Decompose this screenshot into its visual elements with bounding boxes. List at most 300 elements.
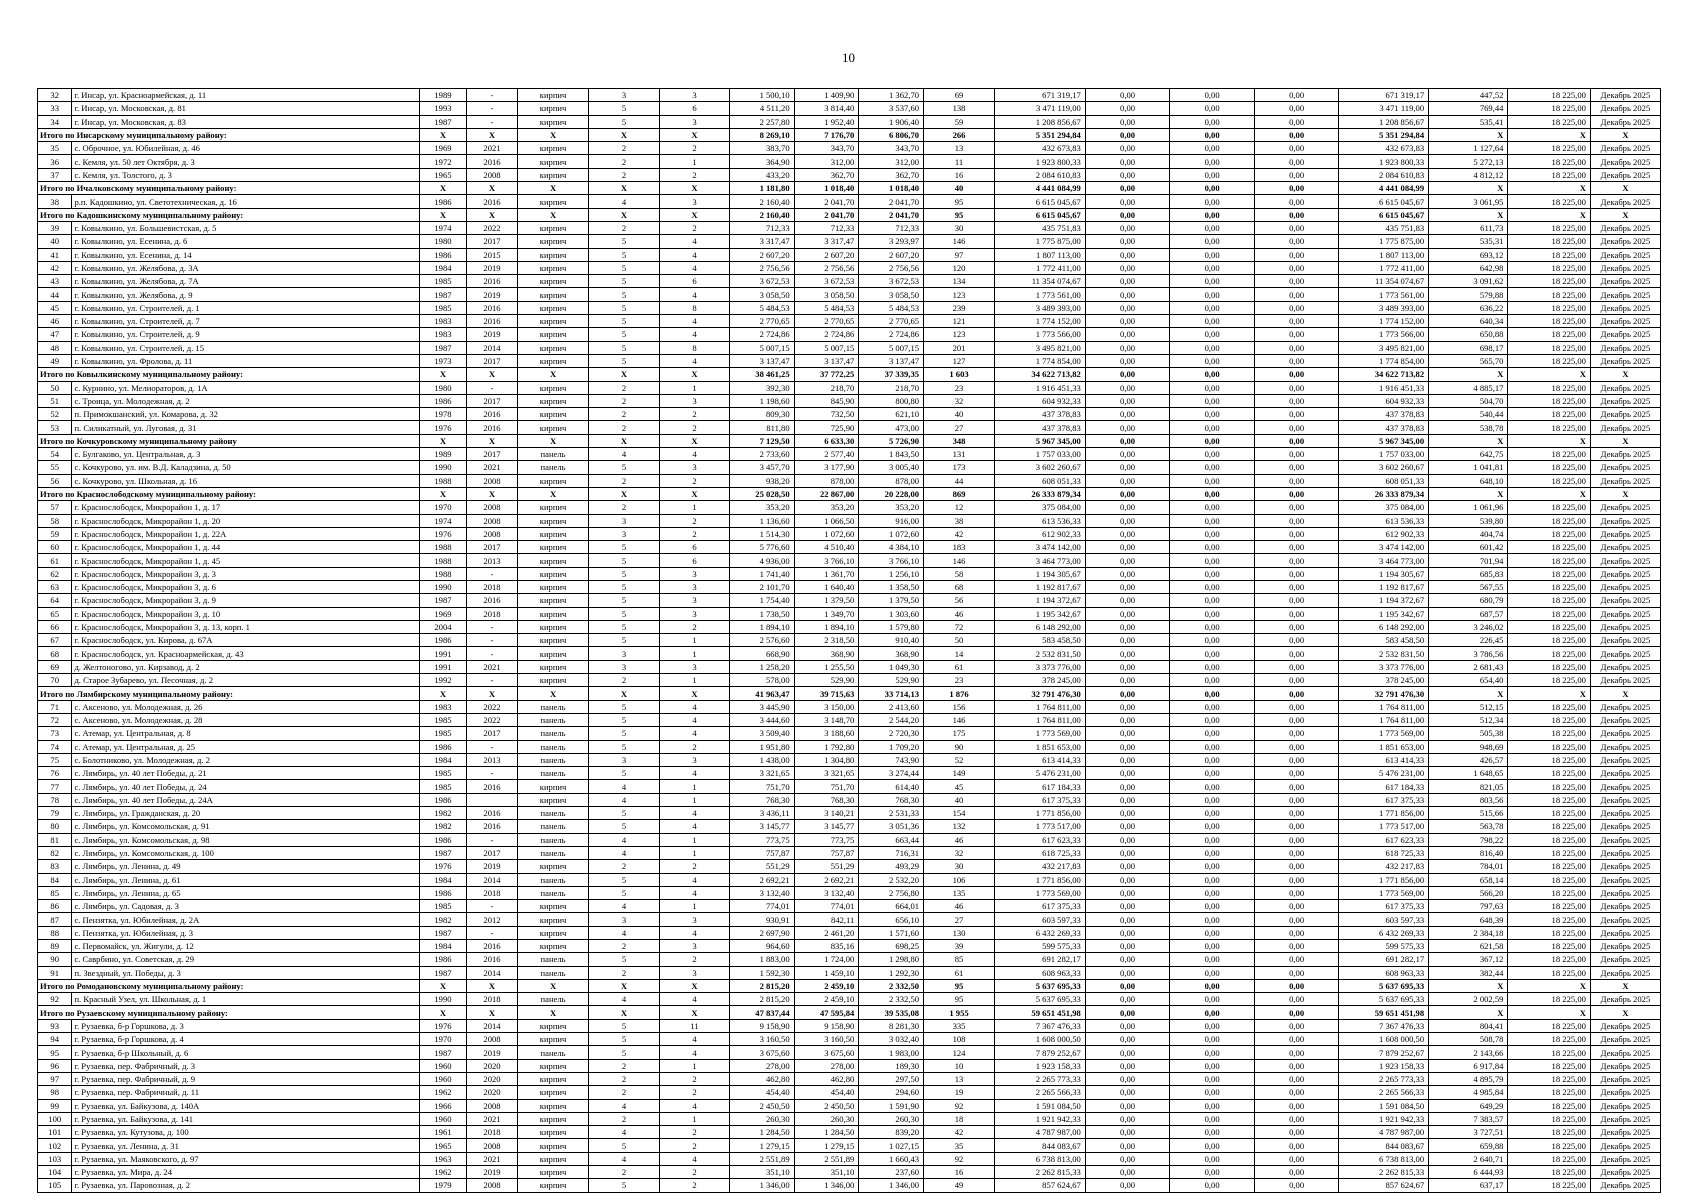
owner-funds-cell: 2 532 831,50 [1339, 647, 1429, 660]
regional-funds-cell: 0,00 [1170, 541, 1255, 554]
year-repair-cell: 2016 [466, 780, 517, 793]
cost-limit-cell: 18 225,00 [1508, 807, 1590, 820]
unit-cost-cell: 658,14 [1429, 873, 1508, 886]
unit-cost-cell: X [1429, 979, 1508, 992]
residential-area-cell: 2 724,86 [859, 328, 924, 341]
residents-cell: 61 [924, 660, 995, 673]
cost-limit-cell: 18 225,00 [1508, 780, 1590, 793]
address-cell: г. Краснослободск, Микрорайон 3, д. 13, корп. 1 [72, 620, 420, 633]
living-area-cell: 1 255,50 [794, 660, 859, 673]
regional-funds-cell: 0,00 [1170, 275, 1255, 288]
wall-material-cell: кирпич [518, 1059, 589, 1072]
deadline-cell: Декабрь 2025 [1590, 275, 1660, 288]
residents-cell: 46 [924, 607, 995, 620]
row-number-cell: 79 [38, 807, 72, 820]
year-repair-cell: - [466, 620, 517, 633]
wall-material-cell: кирпич [518, 647, 589, 660]
living-area-cell: 3 675,60 [794, 1046, 859, 1059]
year-repair-cell: 2016 [466, 940, 517, 953]
address-cell: с. Лямбирь, ул. 40 лет Победы, д. 21 [72, 767, 420, 780]
table-row [38, 873, 1661, 886]
year-repair-cell: 2021 [466, 142, 517, 155]
total-cost-cell: 1 764 811,00 [995, 700, 1086, 713]
floors-cell: 5 [589, 620, 660, 633]
cost-limit-cell: 18 225,00 [1508, 315, 1590, 328]
row-number-cell: 33 [38, 102, 72, 115]
total-cost-cell: 1 851 653,00 [995, 740, 1086, 753]
residents-cell: 348 [924, 434, 995, 447]
living-area-cell: 774,01 [794, 900, 859, 913]
federal-funds-cell: 0,00 [1085, 461, 1170, 474]
federal-funds-cell: 0,00 [1085, 1019, 1170, 1032]
total-cost-cell: 59 651 451,98 [995, 1006, 1086, 1019]
year-built-cell: 1984 [419, 873, 466, 886]
cost-limit-cell: 18 225,00 [1508, 900, 1590, 913]
wall-material-cell: кирпич [518, 607, 589, 620]
owner-funds-cell: 613 536,33 [1339, 514, 1429, 527]
owner-funds-cell: 1 773 569,00 [1339, 727, 1429, 740]
federal-funds-cell: 0,00 [1085, 1059, 1170, 1072]
cost-limit-cell: 18 225,00 [1508, 860, 1590, 873]
residential-area-cell: 1 018,40 [859, 182, 924, 195]
federal-funds-cell: 0,00 [1085, 89, 1170, 102]
wall-material-cell: кирпич [518, 155, 589, 168]
municipal-funds-cell: 0,00 [1254, 115, 1339, 128]
municipal-funds-cell: 0,00 [1254, 820, 1339, 833]
owner-funds-cell: 5 476 231,00 [1339, 767, 1429, 780]
deadline-cell: Декабрь 2025 [1590, 567, 1660, 580]
entrances-cell: 2 [660, 740, 730, 753]
cost-limit-cell: 18 225,00 [1508, 328, 1590, 341]
owner-funds-cell: 1 591 084,50 [1339, 1099, 1429, 1112]
municipal-funds-cell: 0,00 [1254, 953, 1339, 966]
total-area-cell: 5 776,60 [729, 541, 794, 554]
entrances-cell: 1 [660, 647, 730, 660]
total-cost-cell: 432 217,83 [995, 860, 1086, 873]
floors-cell: 2 [589, 1086, 660, 1099]
year-repair-cell: 2008 [466, 1033, 517, 1046]
owner-funds-cell: 6 615 045,67 [1339, 195, 1429, 208]
residents-cell: 156 [924, 700, 995, 713]
year-repair-cell: 2016 [466, 408, 517, 421]
residents-cell: 183 [924, 541, 995, 554]
row-number-cell: 36 [38, 155, 72, 168]
entrances-cell: 1 [660, 846, 730, 859]
row-number-cell: 105 [38, 1179, 72, 1192]
year-repair-cell: 2016 [466, 275, 517, 288]
living-area-cell: 218,70 [794, 381, 859, 394]
municipal-funds-cell: 0,00 [1254, 168, 1339, 181]
deadline-cell: Декабрь 2025 [1590, 168, 1660, 181]
residents-cell: 49 [924, 1179, 995, 1192]
residential-area-cell: 3 672,53 [859, 275, 924, 288]
floors-cell: 2 [589, 860, 660, 873]
deadline-cell: Декабрь 2025 [1590, 793, 1660, 806]
table-row [38, 1139, 1661, 1152]
total-area-cell: 757,87 [729, 846, 794, 859]
cost-limit-cell: 18 225,00 [1508, 1179, 1590, 1192]
address-cell: п. Звездный, ул. Победы, д. 3 [72, 966, 420, 979]
municipal-funds-cell: 0,00 [1254, 354, 1339, 367]
unit-cost-cell: 803,56 [1429, 793, 1508, 806]
municipal-funds-cell: 0,00 [1254, 448, 1339, 461]
entrances-cell: 8 [660, 301, 730, 314]
federal-funds-cell: 0,00 [1085, 820, 1170, 833]
federal-funds-cell: 0,00 [1085, 580, 1170, 593]
living-area-cell: 2 724,86 [794, 328, 859, 341]
unit-cost-cell: 648,39 [1429, 913, 1508, 926]
total-area-cell: 2 692,21 [729, 873, 794, 886]
total-area-cell: 3 317,47 [729, 235, 794, 248]
address-cell: г. Рузаевка, б-р Школьный, д. 6 [72, 1046, 420, 1059]
cost-limit-cell: 18 225,00 [1508, 833, 1590, 846]
entrances-cell: 4 [660, 235, 730, 248]
total-area-cell: 773,75 [729, 833, 794, 846]
total-cost-cell: 1 775 875,00 [995, 235, 1086, 248]
regional-funds-cell: 0,00 [1170, 647, 1255, 660]
total-area-cell: 1 883,00 [729, 953, 794, 966]
living-area-cell: 1 304,80 [794, 753, 859, 766]
residents-cell: 95 [924, 195, 995, 208]
living-area-cell: 551,29 [794, 860, 859, 873]
unit-cost-cell: 648,10 [1429, 474, 1508, 487]
row-number-cell: 94 [38, 1033, 72, 1046]
residential-area-cell: 8 281,30 [859, 1019, 924, 1032]
floors-cell: 5 [589, 873, 660, 886]
unit-cost-cell: 3 727,51 [1429, 1126, 1508, 1139]
municipal-funds-cell: 0,00 [1254, 634, 1339, 647]
residential-area-cell: 1 579,80 [859, 620, 924, 633]
deadline-cell: Декабрь 2025 [1590, 966, 1660, 979]
entrances-cell: 3 [660, 607, 730, 620]
municipal-funds-cell: 0,00 [1254, 288, 1339, 301]
municipal-funds-cell: 0,00 [1254, 793, 1339, 806]
table-row [38, 820, 1661, 833]
deadline-cell: Декабрь 2025 [1590, 767, 1660, 780]
regional-funds-cell: 0,00 [1170, 434, 1255, 447]
federal-funds-cell: 0,00 [1085, 860, 1170, 873]
row-number-cell: 55 [38, 461, 72, 474]
regional-funds-cell: 0,00 [1170, 979, 1255, 992]
owner-funds-cell: 375 084,00 [1339, 501, 1429, 514]
wall-material-cell: панель [518, 833, 589, 846]
municipal-funds-cell: 0,00 [1254, 567, 1339, 580]
floors-cell: 5 [589, 341, 660, 354]
residential-area-cell: 218,70 [859, 381, 924, 394]
year-built-cell: 1980 [419, 235, 466, 248]
federal-funds-cell: 0,00 [1085, 727, 1170, 740]
unit-cost-cell: 6 917,84 [1429, 1059, 1508, 1072]
total-area-cell: 3 137,47 [729, 354, 794, 367]
unit-cost-cell: 404,74 [1429, 527, 1508, 540]
floors-cell: 2 [589, 221, 660, 234]
year-built-cell: 1988 [419, 541, 466, 554]
living-area-cell: 2 607,20 [794, 248, 859, 261]
municipal-funds-cell: 0,00 [1254, 713, 1339, 726]
row-number-cell: 63 [38, 580, 72, 593]
entrances-cell: 4 [660, 315, 730, 328]
regional-funds-cell: 0,00 [1170, 474, 1255, 487]
owner-funds-cell: 5 351 294,84 [1339, 128, 1429, 141]
total-cost-cell: 6 738 813,00 [995, 1152, 1086, 1165]
total-area-cell: 1 284,50 [729, 1126, 794, 1139]
cost-limit-cell: 18 225,00 [1508, 993, 1590, 1006]
floors-cell: 5 [589, 727, 660, 740]
address-cell: г. Ковылкино, ул. Желябова, д. 9 [72, 288, 420, 301]
owner-funds-cell: 432 673,83 [1339, 142, 1429, 155]
total-area-cell: 2 450,50 [729, 1099, 794, 1112]
row-number-cell: 75 [38, 753, 72, 766]
owner-funds-cell: 617 375,33 [1339, 900, 1429, 913]
living-area-cell: 2 770,65 [794, 315, 859, 328]
total-area-cell: 774,01 [729, 900, 794, 913]
year-built-cell: 1976 [419, 1019, 466, 1032]
year-repair-cell: 2017 [466, 541, 517, 554]
entrances-cell: X [660, 128, 730, 141]
owner-funds-cell: 3 489 393,00 [1339, 301, 1429, 314]
regional-funds-cell: 0,00 [1170, 873, 1255, 886]
total-area-cell: 1 514,30 [729, 527, 794, 540]
wall-material-cell: кирпич [518, 940, 589, 953]
year-built-cell: 1965 [419, 1139, 466, 1152]
total-area-cell: 1 198,60 [729, 394, 794, 407]
federal-funds-cell: 0,00 [1085, 421, 1170, 434]
owner-funds-cell: 32 791 476,30 [1339, 687, 1429, 700]
unit-cost-cell: 804,41 [1429, 1019, 1508, 1032]
deadline-cell: Декабрь 2025 [1590, 89, 1660, 102]
deadline-cell: Декабрь 2025 [1590, 607, 1660, 620]
table-row [38, 248, 1661, 261]
year-built-cell: 1987 [419, 594, 466, 607]
floors-cell: 2 [589, 1072, 660, 1085]
total-area-cell: 2 607,20 [729, 248, 794, 261]
owner-funds-cell: 1 192 817,67 [1339, 580, 1429, 593]
cost-limit-cell: 18 225,00 [1508, 647, 1590, 660]
address-cell: г. Рузаевка, б-р Горшкова, д. 3 [72, 1019, 420, 1032]
district-total-label: Итого по Ромодановскому муниципальному району: [38, 979, 420, 992]
municipal-funds-cell: 0,00 [1254, 514, 1339, 527]
federal-funds-cell: 0,00 [1085, 846, 1170, 859]
unit-cost-cell: 512,15 [1429, 700, 1508, 713]
address-cell: г. Рузаевка, ул. Байкузова, д. 140А [72, 1099, 420, 1112]
wall-material-cell: панель [518, 753, 589, 766]
living-area-cell: 1 279,15 [794, 1139, 859, 1152]
year-built-cell: 1961 [419, 1126, 466, 1139]
total-area-cell: 1 894,10 [729, 620, 794, 633]
total-area-cell: 260,30 [729, 1112, 794, 1125]
living-area-cell: 1 072,60 [794, 527, 859, 540]
living-area-cell: 3 672,53 [794, 275, 859, 288]
federal-funds-cell: 0,00 [1085, 248, 1170, 261]
regional-funds-cell: 0,00 [1170, 1166, 1255, 1179]
entrances-cell: 4 [660, 448, 730, 461]
cost-limit-cell: 18 225,00 [1508, 620, 1590, 633]
floors-cell: X [589, 687, 660, 700]
deadline-cell: Декабрь 2025 [1590, 514, 1660, 527]
cost-limit-cell: 18 225,00 [1508, 408, 1590, 421]
year-built-cell: 1986 [419, 953, 466, 966]
year-built-cell: 1991 [419, 647, 466, 660]
residential-area-cell: 2 607,20 [859, 248, 924, 261]
entrances-cell: 3 [660, 567, 730, 580]
wall-material-cell: кирпич [518, 1166, 589, 1179]
unit-cost-cell: 687,57 [1429, 607, 1508, 620]
residents-cell: 52 [924, 753, 995, 766]
table-row [38, 195, 1661, 208]
owner-funds-cell: 4 441 084,99 [1339, 182, 1429, 195]
address-cell: с. Кочкурово, ул. им. В.Д. Каладзина, д. 50 [72, 461, 420, 474]
total-cost-cell: 437 378,83 [995, 421, 1086, 434]
total-area-cell: 1 500,10 [729, 89, 794, 102]
cost-limit-cell: 18 225,00 [1508, 1099, 1590, 1112]
row-number-cell: 81 [38, 833, 72, 846]
living-area-cell: 773,75 [794, 833, 859, 846]
address-cell: г. Краснослободск, Микрорайон 3, д. 9 [72, 594, 420, 607]
deadline-cell: Декабрь 2025 [1590, 142, 1660, 155]
residential-area-cell: 2 041,70 [859, 208, 924, 221]
unit-cost-cell: 1 648,65 [1429, 767, 1508, 780]
floors-cell: 2 [589, 142, 660, 155]
owner-funds-cell: 4 787 987,00 [1339, 1126, 1429, 1139]
wall-material-cell: кирпич [518, 275, 589, 288]
municipal-funds-cell: 0,00 [1254, 221, 1339, 234]
cost-limit-cell: X [1508, 368, 1590, 381]
total-area-cell: 2 551,89 [729, 1152, 794, 1165]
row-number-cell: 40 [38, 235, 72, 248]
table-row [38, 860, 1661, 873]
total-area-cell: 4 936,00 [729, 554, 794, 567]
regional-funds-cell: 0,00 [1170, 620, 1255, 633]
table-row [38, 953, 1661, 966]
residential-area-cell: 663,44 [859, 833, 924, 846]
address-cell: г. Ковылкино, ул. Есенина, д. 14 [72, 248, 420, 261]
entrances-cell: 4 [660, 873, 730, 886]
municipal-funds-cell: 0,00 [1254, 328, 1339, 341]
deadline-cell: Декабрь 2025 [1590, 820, 1660, 833]
residents-cell: 59 [924, 115, 995, 128]
total-area-cell: 578,00 [729, 674, 794, 687]
federal-funds-cell: 0,00 [1085, 1179, 1170, 1192]
municipal-funds-cell: 0,00 [1254, 767, 1339, 780]
table-row [38, 1086, 1661, 1099]
owner-funds-cell: 612 902,33 [1339, 527, 1429, 540]
owner-funds-cell: 1 194 305,67 [1339, 567, 1429, 580]
year-repair-cell: 2014 [466, 341, 517, 354]
cost-limit-cell: 18 225,00 [1508, 1019, 1590, 1032]
year-built-cell: 1976 [419, 421, 466, 434]
deadline-cell: Декабрь 2025 [1590, 833, 1660, 846]
federal-funds-cell: 0,00 [1085, 993, 1170, 1006]
unit-cost-cell: X [1429, 182, 1508, 195]
federal-funds-cell: 0,00 [1085, 368, 1170, 381]
deadline-cell: Декабрь 2025 [1590, 195, 1660, 208]
row-number-cell: 68 [38, 647, 72, 660]
row-number-cell: 96 [38, 1059, 72, 1072]
entrances-cell: 4 [660, 820, 730, 833]
municipal-funds-cell: 0,00 [1254, 873, 1339, 886]
municipal-funds-cell: 0,00 [1254, 1179, 1339, 1192]
residents-cell: 46 [924, 900, 995, 913]
residents-cell: 138 [924, 102, 995, 115]
owner-funds-cell: 3 602 260,67 [1339, 461, 1429, 474]
federal-funds-cell: 0,00 [1085, 886, 1170, 899]
row-number-cell: 82 [38, 846, 72, 859]
deadline-cell: X [1590, 979, 1660, 992]
regional-funds-cell: 0,00 [1170, 448, 1255, 461]
row-number-cell: 50 [38, 381, 72, 394]
total-area-cell: 41 963,47 [729, 687, 794, 700]
living-area-cell: 1 640,40 [794, 580, 859, 593]
total-area-cell: 930,91 [729, 913, 794, 926]
floors-cell: 5 [589, 248, 660, 261]
year-repair-cell: - [466, 926, 517, 939]
floors-cell: 4 [589, 1152, 660, 1165]
municipal-funds-cell: 0,00 [1254, 128, 1339, 141]
regional-funds-cell: 0,00 [1170, 767, 1255, 780]
year-built-cell: 1966 [419, 1099, 466, 1112]
wall-material-cell: панель [518, 820, 589, 833]
table-row [38, 900, 1661, 913]
entrances-cell: 2 [660, 1166, 730, 1179]
living-area-cell: 47 595,84 [794, 1006, 859, 1019]
deadline-cell: Декабрь 2025 [1590, 993, 1660, 1006]
municipal-funds-cell: 0,00 [1254, 940, 1339, 953]
table-row [38, 275, 1661, 288]
deadline-cell: Декабрь 2025 [1590, 740, 1660, 753]
year-built-cell: 1985 [419, 780, 466, 793]
total-area-cell: 364,90 [729, 155, 794, 168]
residential-area-cell: 3 766,10 [859, 554, 924, 567]
living-area-cell: 878,00 [794, 474, 859, 487]
year-repair-cell: - [466, 102, 517, 115]
unit-cost-cell: 505,38 [1429, 727, 1508, 740]
living-area-cell: 1 379,50 [794, 594, 859, 607]
row-number-cell: 80 [38, 820, 72, 833]
regional-funds-cell: 0,00 [1170, 301, 1255, 314]
cost-limit-cell: 18 225,00 [1508, 846, 1590, 859]
year-repair-cell: 2015 [466, 248, 517, 261]
residential-area-cell: 20 228,00 [859, 487, 924, 500]
municipal-funds-cell: 0,00 [1254, 1059, 1339, 1072]
cost-limit-cell: 18 225,00 [1508, 1072, 1590, 1085]
entrances-cell: 3 [660, 940, 730, 953]
unit-cost-cell: X [1429, 368, 1508, 381]
unit-cost-cell: 367,12 [1429, 953, 1508, 966]
wall-material-cell: кирпич [518, 541, 589, 554]
owner-funds-cell: 583 458,50 [1339, 634, 1429, 647]
residential-area-cell: 2 041,70 [859, 195, 924, 208]
residents-cell: 146 [924, 554, 995, 567]
year-repair-cell: 2008 [466, 474, 517, 487]
total-area-cell: 2 101,70 [729, 580, 794, 593]
deadline-cell: Декабрь 2025 [1590, 860, 1660, 873]
residents-cell: 18 [924, 1112, 995, 1125]
entrances-cell: 4 [660, 1046, 730, 1059]
cost-limit-cell: 18 225,00 [1508, 940, 1590, 953]
address-cell: г. Ковылкино, ул. Желябова, д. 7А [72, 275, 420, 288]
residents-cell: 92 [924, 1099, 995, 1112]
municipal-funds-cell: 0,00 [1254, 1099, 1339, 1112]
unit-cost-cell: 948,69 [1429, 740, 1508, 753]
floors-cell: X [589, 487, 660, 500]
floors-cell: 2 [589, 408, 660, 421]
entrances-cell: 2 [660, 408, 730, 421]
table-row [38, 168, 1661, 181]
year-built-cell: 1960 [419, 1059, 466, 1072]
living-area-cell: 454,40 [794, 1086, 859, 1099]
floors-cell: 5 [589, 315, 660, 328]
residential-area-cell: 5 484,53 [859, 301, 924, 314]
